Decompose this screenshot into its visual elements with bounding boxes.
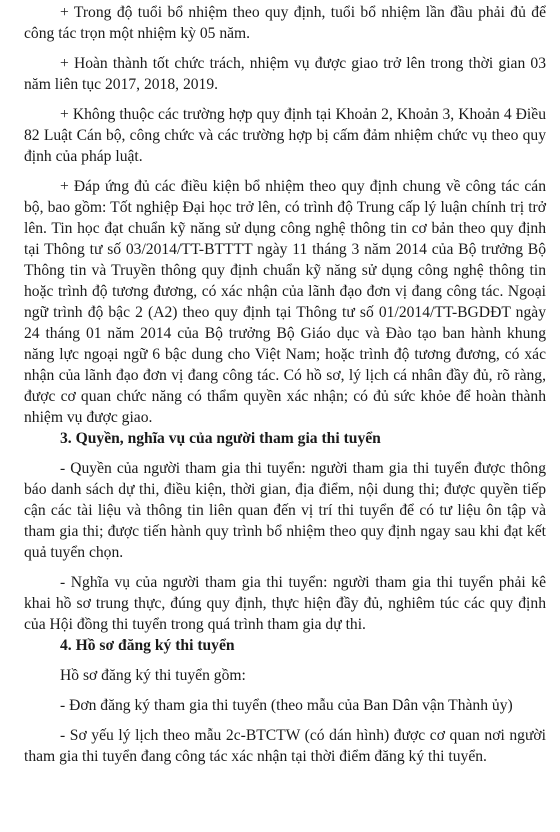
paragraph-qualification-requirement: + Đáp ứng đủ các điều kiện bổ nhiệm theo quy định chung về công tác cán bộ, bao gồm: Tốt nghiệp Đại học trở lên, có trình độ Trung cấp lý luận chính trị trở lên. Tin học đạt chuẩn kỹ năng sử dụng công nghệ thông tin cơ bản theo quy định tại Thông tư số 03/2014/TT-BTTTT ngày 11 tháng 3 năm 2014 của Bộ trưởng Bộ Thông tin và Truyền thông quy định chuẩn kỹ năng sử dụng công nghệ thông tin hoặc trình độ tương đương, có xác nhận của lãnh đạo đơn vị đang công tác. Ngoại ngữ trình độ bậc 2 (A2) theo quy định tại Thông tư số 01/2014/TT-BGDĐT ngày 24 tháng 01 năm 2014 của Bộ trưởng Bộ Giáo dục và Đào tạo ban hành khung năng lực ngoại ngữ 6 bậc dung cho Việt Nam; hoặc trình độ tương đương, có xác nhận của lãnh đạo đơn vị đang công tác. Có hồ sơ, lý lịch cá nhân đầy đủ, rõ ràng, được cơ quan chức năng có thẩm quyền xác nhận; có đủ sức khỏe để hoàn thành nhiệm vụ được giao. bbox=[24, 178, 546, 426]
paragraph-candidate-obligations: - Nghĩa vụ của người tham gia thi tuyển: người tham gia thi tuyển phải kê khai hồ sơ trung thực, đúng quy định, thực hiện đầy đủ, nghiêm túc các quy định của Hội đồng thi tuyển trong quá trình tham gia dự thi. bbox=[24, 574, 546, 633]
section-4-heading: 4. Hồ sơ đăng ký thi tuyển bbox=[60, 637, 235, 654]
document-page bbox=[24, 2, 546, 767]
paragraph-dossier-intro: Hồ sơ đăng ký thi tuyển gồm: bbox=[60, 667, 246, 684]
paragraph-performance-requirement: + Hoàn thành tốt chức trách, nhiệm vụ được giao trở lên trong thời gian 03 năm liên tục 2017, 2018, 2019. bbox=[24, 55, 546, 93]
paragraph-exclusion-requirement: + Không thuộc các trường hợp quy định tại Khoản 2, Khoản 3, Khoản 4 Điều 82 Luật Cán bộ, công chức và các trường hợp bị cấm đảm nhiệm chức vụ theo quy định của pháp luật. bbox=[24, 106, 546, 165]
paragraph-dossier-application-form: - Đơn đăng ký tham gia thi tuyển (theo mẫu của Ban Dân vận Thành ủy) bbox=[60, 697, 513, 714]
paragraph-dossier-cv: - Sơ yếu lý lịch theo mẫu 2c-BTCTW (có dán hình) được cơ quan nơi người tham gia thi tuyển đang công tác xác nhận tại thời điểm đăng ký thi tuyển. bbox=[24, 727, 546, 765]
paragraph-age-requirement: + Trong độ tuổi bổ nhiệm theo quy định, tuổi bổ nhiệm lần đầu phải đủ để công tác trọn một nhiệm kỳ 05 năm. bbox=[24, 4, 546, 42]
paragraph-candidate-rights: - Quyền của người tham gia thi tuyển: người tham gia thi tuyển được thông báo danh sách dự thi, điều kiện, thời gian, địa điểm, nội dung thi; được quyền tiếp cận các tài liệu và thông tin liên quan đến vị trí thi tuyển để có tư liệu ôn tập và tham gia thi; được tiến hành quy trình bổ nhiệm theo quy định ngay sau khi đạt kết quả tuyển chọn. bbox=[24, 460, 546, 561]
section-3-heading: 3. Quyền, nghĩa vụ của người tham gia thi tuyển bbox=[60, 430, 381, 447]
